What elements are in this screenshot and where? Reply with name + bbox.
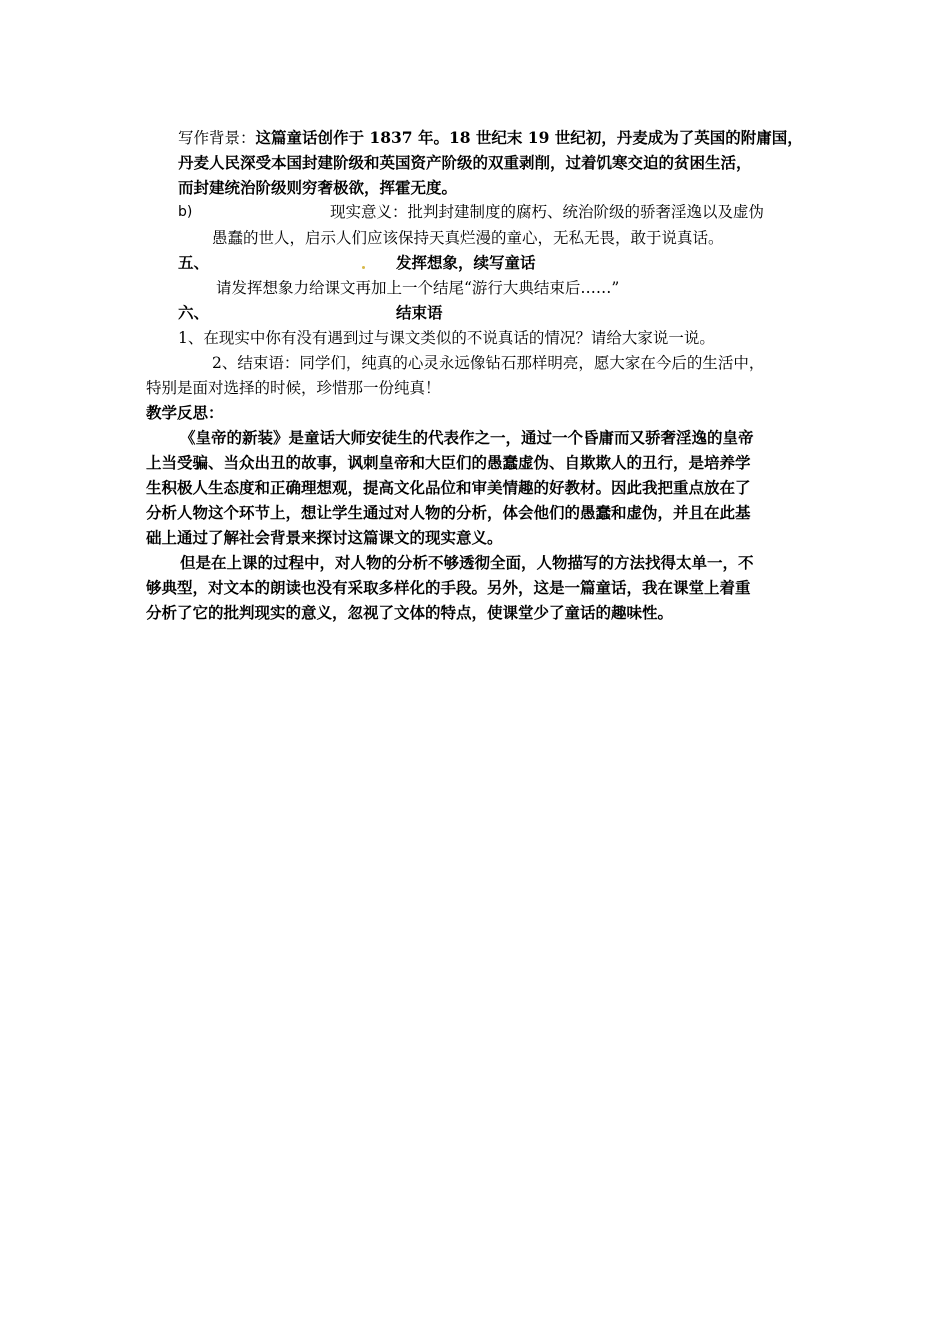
background-text-1: 这篇童话创作于 1837 年。18 世纪末 19 世纪初，丹麦成为了英国的附庸国， — [255, 128, 803, 147]
reflection-p2-line-2: 够典型，对文本的朗读也没有采取多样化的手段。另外，这是一篇童话，我在课堂上着重 — [146, 578, 751, 597]
section5-text: 请发挥想象力给课文再加上一个结尾“游行大典结束后……” — [216, 279, 620, 297]
significance-marker: b) — [178, 204, 193, 220]
reflection-p1-line-4: 分析人物这个环节上，想让学生通过对人物的分析，体会他们的愚蠢和虚伪，并且在此基 — [146, 503, 751, 522]
reflection-p1-line-3: 生积极人生态度和正确理想观，提高文化品位和审美情趣的好教材。因此我把重点放在了 — [146, 478, 751, 497]
section6-title: 结束语 — [396, 303, 443, 322]
section6-item-2-line-2: 特别是面对选择的时候，珍惜那一份纯真！ — [146, 379, 441, 397]
background-line-1 — [178, 127, 803, 149]
reflection-p1-line-2: 上当受骗、当众出丑的故事，讽刺皇帝和大臣们的愚蠢虚伪、自欺欺人的丑行，是培养学 — [146, 453, 751, 472]
section5-title: 发挥想象，续写童话 — [396, 253, 536, 272]
reflection-p1-line-5: 础上通过了解社会背景来探讨这篇课文的现实意义。 — [146, 528, 503, 547]
reflection-heading: 教学反思： — [146, 403, 224, 422]
section5-number: 五、 — [178, 253, 210, 272]
significance-line-1: 现实意义：批判封建制度的腐朽、统治阶级的骄奢淫逸以及虚伪 — [330, 203, 765, 221]
significance-line-2: 愚蠢的世人，启示人们应该保持天真烂漫的童心，无私无畏，敢于说真话。 — [212, 229, 724, 247]
section6-item-1: 1、在现实中你有没有遇到过与课文类似的不说真话的情况？请给大家说一说。 — [178, 329, 715, 347]
decorative-dot — [362, 266, 365, 269]
background-label: 写作背景： — [178, 129, 256, 147]
reflection-p2-line-3: 分析了它的批判现实的意义，忽视了文体的特点，使课堂少了童话的趣味性。 — [146, 603, 674, 622]
section6-number: 六、 — [178, 303, 210, 322]
background-line-3: 而封建统治阶级则穷奢极欲，挥霍无度。 — [178, 178, 458, 197]
section6-item-2-line-1: 2、结束语：同学们，纯真的心灵永远像钻石那样明亮，愿大家在今后的生活中， — [212, 354, 765, 372]
reflection-p2-line-1: 但是在上课的过程中，对人物的分析不够透彻全面，人物描写的方法找得太单一，不 — [180, 553, 754, 572]
background-line-2: 丹麦人民深受本国封建阶级和英国资产阶级的双重剥削，过着饥寒交迫的贫困生活， — [178, 153, 752, 172]
reflection-p1-line-1: 《皇帝的新装》是童话大师安徒生的代表作之一，通过一个昏庸而又骄奢淫逸的皇帝 — [180, 428, 754, 447]
